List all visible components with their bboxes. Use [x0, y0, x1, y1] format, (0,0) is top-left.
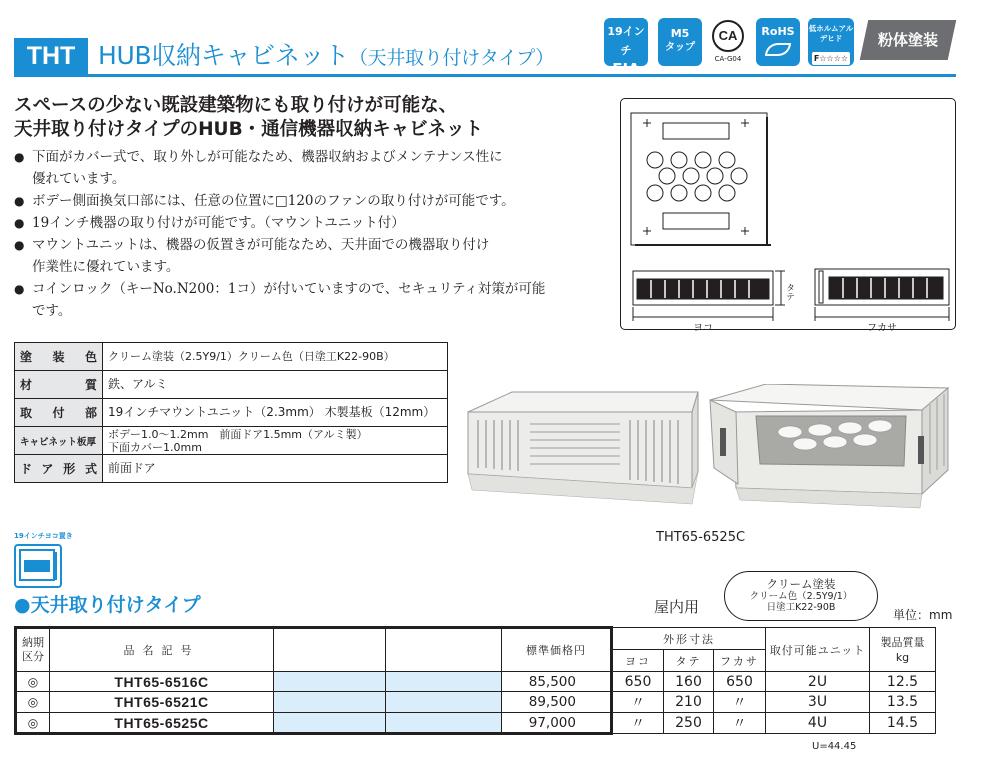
spec-value: 前面ドア	[103, 455, 448, 483]
spec-row	[15, 371, 448, 399]
m5-icon-bottom: タップ	[665, 42, 695, 53]
cell-model: THT65-6521C	[50, 692, 274, 713]
header-delivery	[16, 628, 50, 672]
dim-label-yoko: ヨコ	[693, 323, 713, 331]
section-title: ●天井取り付けタイプ	[14, 594, 201, 616]
spec-label: 塗装色	[15, 343, 103, 371]
cabinet-open-image	[710, 384, 948, 508]
dim-label-tate: タテ	[784, 283, 794, 301]
low-formaldehyde-icon	[808, 18, 854, 66]
table-row	[16, 672, 936, 692]
cell-fukasa: 650	[714, 672, 766, 692]
drawing-svg	[621, 99, 957, 331]
color-spec-pill	[724, 571, 878, 621]
spec-label: キャビネット板厚	[15, 427, 103, 455]
dim-label-fukasa: フカサ	[867, 323, 897, 331]
spec-row	[15, 455, 448, 483]
m5-tap-icon	[658, 18, 702, 66]
header-delivery-l1: 納期	[22, 636, 44, 649]
powder-coating-icon	[860, 20, 957, 60]
cell-mount: 4U	[766, 713, 870, 734]
headline-line-2: 天井取り付けタイプのHUB・通信機器収納キャビネット	[14, 119, 484, 140]
cell-blank-2	[386, 713, 502, 734]
cell-price: 85,500	[502, 672, 612, 692]
cell-blank-1	[274, 692, 386, 713]
rohs-icon-label: RoHS	[761, 25, 795, 38]
photos-svg	[460, 384, 958, 520]
spec-label: 取付部	[15, 399, 103, 427]
indoor-label: 屋内用	[654, 598, 700, 616]
ca-mark-caption: CA-G04	[714, 55, 742, 63]
cell-yoko: 650	[612, 672, 664, 692]
cell-weight: 14.5	[870, 713, 936, 734]
cell-weight: 13.5	[870, 692, 936, 713]
bottom-view	[631, 113, 771, 245]
cabinet-closed-image	[468, 392, 698, 504]
feature-item: ● マウントユニットは、機器の仮置きが可能なため、天井面での機器取り付け	[14, 234, 545, 256]
spec-row	[15, 399, 448, 427]
feature-item-cont: です。	[32, 303, 72, 319]
cell-yoko: 〃	[612, 713, 664, 734]
spec-value-line-1: ボデー1.0～1.2mm 前面ドア1.5mm（アルミ製）	[108, 427, 368, 441]
header-mount: 取付可能ユニット	[766, 628, 870, 672]
header-delivery-l2: 区分	[22, 650, 44, 663]
spec-value: クリーム塗装（2.5Y9/1）クリーム色（日塗工K22-90B）	[103, 343, 448, 371]
spec-value: 19インチマウントユニット（2.3mm） 木製基板（12mm）	[103, 399, 448, 427]
feature-item: ● コインロック（キーNo.N200：1コ）が付いていますので、セキュリティ対策が可能	[14, 278, 545, 300]
cell-price: 89,500	[502, 692, 612, 713]
series-badge: THT	[14, 38, 88, 74]
cell-blank-2	[386, 672, 502, 692]
color-pill-line-2: クリーム色（2.5Y9/1）	[749, 591, 853, 602]
u-size-note: U=44.45	[812, 741, 857, 752]
header-yoko: ヨコ	[612, 650, 664, 672]
header-dims: 外形寸法	[612, 628, 766, 650]
header-weight	[870, 628, 936, 672]
product-table	[14, 626, 936, 735]
cell-mount: 2U	[766, 672, 870, 692]
cell-tate: 160	[664, 672, 714, 692]
title-rule	[14, 74, 956, 77]
cell-blank-1	[274, 713, 386, 734]
spec-value-line-2: 下面カバー1.0mm	[108, 440, 202, 454]
ca-mark-icon	[708, 16, 748, 70]
unit-note: 単位：mm	[893, 608, 953, 622]
front-view	[633, 271, 785, 321]
header-blank-2	[386, 628, 502, 672]
cell-tate: 210	[664, 692, 714, 713]
header-weight-l1: 製品質量	[880, 635, 925, 649]
cell-fukasa: 〃	[714, 713, 766, 734]
spec-value	[103, 427, 448, 455]
spec-row	[15, 343, 448, 371]
cell-tate: 250	[664, 713, 714, 734]
cell-model: THT65-6525C	[50, 713, 274, 734]
leaf-icon	[765, 43, 791, 56]
page-title-main: HUB収納キャビネット	[98, 41, 349, 70]
cell-price: 97,000	[502, 713, 612, 734]
powder-coating-label: 粉体塗装	[877, 31, 938, 49]
spec-value: 鉄、アルミ	[103, 371, 448, 399]
cell-delivery: ◎	[16, 672, 50, 692]
table-row	[16, 692, 936, 713]
feature-item-cont: 作業性に優れています。	[32, 259, 180, 275]
eia-19inch-icon	[604, 18, 648, 78]
headline-line-1: スペースの少ない既設建築物にも取り付けが可能な、	[14, 95, 458, 116]
spec-label: 材質	[15, 371, 103, 399]
cell-fukasa: 〃	[714, 692, 766, 713]
formaldehyde-rating: F☆☆☆☆	[813, 54, 849, 63]
header-tate: タテ	[664, 650, 714, 672]
formaldehyde-icon-l1: 低ホルムアルデヒド	[808, 24, 854, 43]
rack-mount-icon-svg	[16, 546, 60, 586]
header-model: 品名記号	[50, 628, 274, 672]
spec-table	[14, 342, 448, 483]
header-blank-1	[274, 628, 386, 672]
feature-item: ● ボデー側面換気口部には、任意の位置に□120のファンの取り付けが可能です。	[14, 190, 545, 212]
header-fukasa: フカサ	[714, 650, 766, 672]
spec-label: ドア形式	[15, 455, 103, 483]
photo-caption: THT65-6525C	[656, 530, 746, 545]
cell-yoko: 〃	[612, 692, 664, 713]
feature-item: ● 19インチ機器の取り付けが可能です。（マウントユニット付）	[14, 212, 545, 234]
feature-item-cont: 優れています。	[32, 171, 126, 187]
eia-icon-bottom: EIA	[612, 60, 640, 78]
table-header-row	[16, 628, 936, 650]
header-price: 標準価格円	[502, 628, 612, 672]
technical-drawing	[620, 98, 956, 330]
page-title-sub: （天井取り付けタイプ）	[348, 47, 554, 69]
table-row	[16, 713, 936, 734]
headline	[14, 94, 483, 142]
cell-mount: 3U	[766, 692, 870, 713]
color-pill-line-3: 日塗工K22-90B	[766, 602, 836, 613]
cell-weight: 12.5	[870, 672, 936, 692]
rohs-icon	[756, 18, 800, 66]
rack-mount-icon	[14, 544, 62, 588]
page-title	[98, 36, 554, 72]
spec-row	[15, 427, 448, 455]
ca-mark-circle: CA	[712, 20, 744, 52]
cell-delivery: ◎	[16, 713, 50, 734]
cell-blank-1	[274, 672, 386, 692]
cell-model: THT65-6516C	[50, 672, 274, 692]
product-photos	[460, 384, 958, 520]
feature-item: ● 下面がカバー式で、取り外しが可能なため、機器収納およびメンテナンス性に	[14, 146, 545, 168]
header-weight-l2: kg	[895, 650, 910, 664]
cell-blank-2	[386, 692, 502, 713]
m5-icon-top: M5	[670, 27, 690, 40]
side-view	[815, 269, 949, 321]
feature-list	[14, 146, 545, 322]
mount-icon-caption: 19インチヨコ置き	[14, 532, 73, 540]
eia-icon-top: 19インチ	[607, 25, 645, 57]
cell-delivery: ◎	[16, 692, 50, 713]
color-pill-line-1: クリーム塗装	[766, 577, 836, 591]
